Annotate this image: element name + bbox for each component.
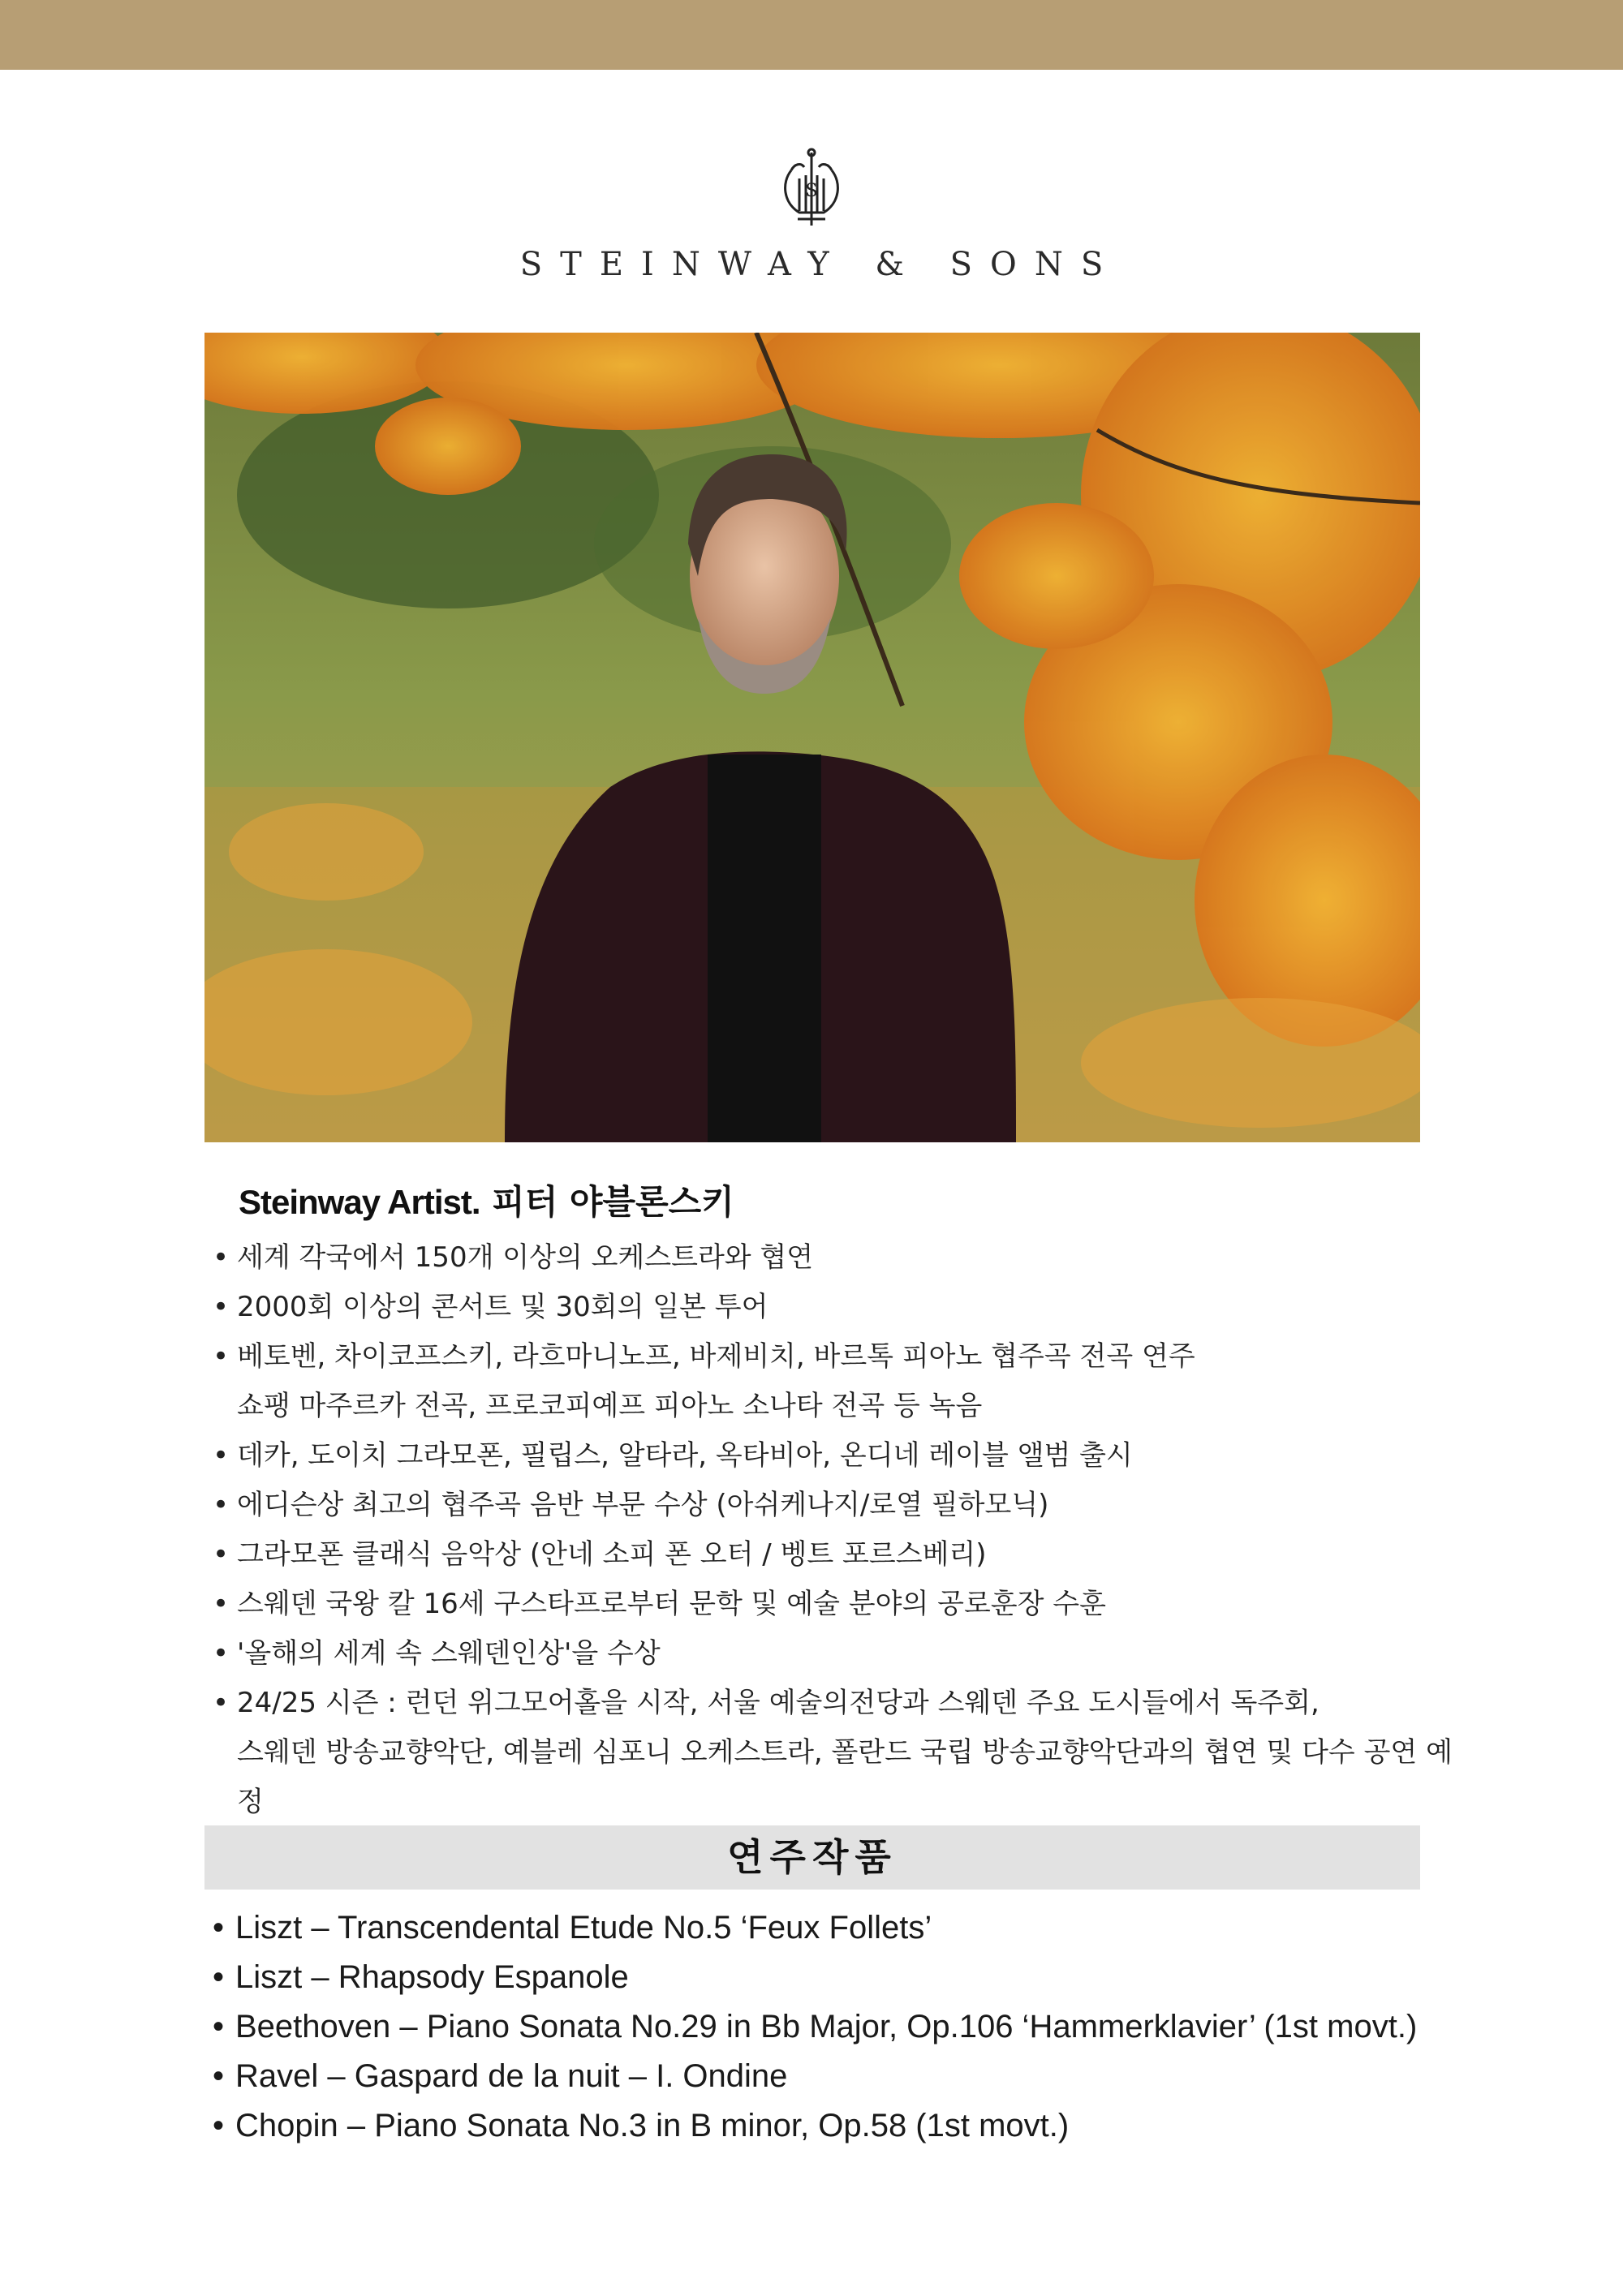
list-item: • Beethoven – Piano Sonata No.29 in Bb Major, Op.106 ‘Hammerklavier’ (1st movt.) (213, 2002, 1543, 2052)
top-band (0, 0, 1623, 70)
works-list (213, 1903, 1543, 2151)
list-item: • 스웨덴 국왕 칼 16세 구스타프로부터 문학 및 예술 분야의 공로훈장 수훈 (213, 1580, 1479, 1629)
list-item: • Liszt – Transcendental Etude No.5 ‘Feux Follets’ (213, 1903, 1543, 1953)
list-item: • 그라모폰 클래식 음악상 (안네 소피 폰 오터 / 벵트 포르스베리) (213, 1530, 1479, 1580)
list-item: • '올해의 세계 속 스웨덴인상'을 수상 (213, 1629, 1479, 1679)
artist-photo (204, 333, 1420, 1142)
list-item: • 데카, 도이치 그라모폰, 필립스, 알타라, 옥타비아, 온디네 레이블 앨범 출시 (213, 1431, 1479, 1481)
list-item: • 2000회 이상의 콘서트 및 30회의 일본 투어 (213, 1283, 1479, 1332)
works-section-title: 연주작품 (204, 1825, 1420, 1890)
list-item: • Chopin – Piano Sonata No.3 in B minor, Op.58 (1st movt.) (213, 2101, 1543, 2151)
artist-heading (239, 1176, 734, 1224)
list-item: • 베토벤, 차이코프스키, 라흐마니노프, 바제비치, 바르톡 피아노 협주곡 전곡 연주 (213, 1332, 1479, 1382)
list-item: 스웨덴 방송교향악단, 예블레 심포니 오케스트라, 폴란드 국립 방송교향악단과의 협연 및 다수 공연 예정 (237, 1736, 1453, 1818)
steinway-artist-tag: Steinway Artist. (239, 1183, 480, 1221)
list-item: • Ravel – Gaspard de la nuit – I. Ondine (213, 2052, 1543, 2101)
list-item: • 세계 각국에서 150개 이상의 오케스트라와 협연 (213, 1233, 1479, 1283)
bio-list (213, 1233, 1479, 1827)
list-item: • Liszt – Rhapsody Espanole (213, 1953, 1543, 2002)
list-item: • 에디슨상 최고의 협주곡 음반 부문 수상 (아쉬케나지/로열 필하모닉) (213, 1481, 1479, 1530)
list-item: • 24/25 시즌 : 런던 위그모어홀을 시작, 서울 예술의전당과 스웨덴 주요 도시들에서 독주회, (213, 1679, 1479, 1728)
brand-header (0, 146, 1623, 283)
brand-name: STEINWAY & SONS (519, 246, 1121, 283)
lyre-icon (775, 146, 848, 231)
svg-text:S: S (805, 181, 818, 201)
list-item: 쇼팽 마주르카 전곡, 프로코피예프 피아노 소나타 전곡 등 녹음 (237, 1390, 983, 1422)
artist-name: 피터 야블론스키 (492, 1182, 734, 1222)
